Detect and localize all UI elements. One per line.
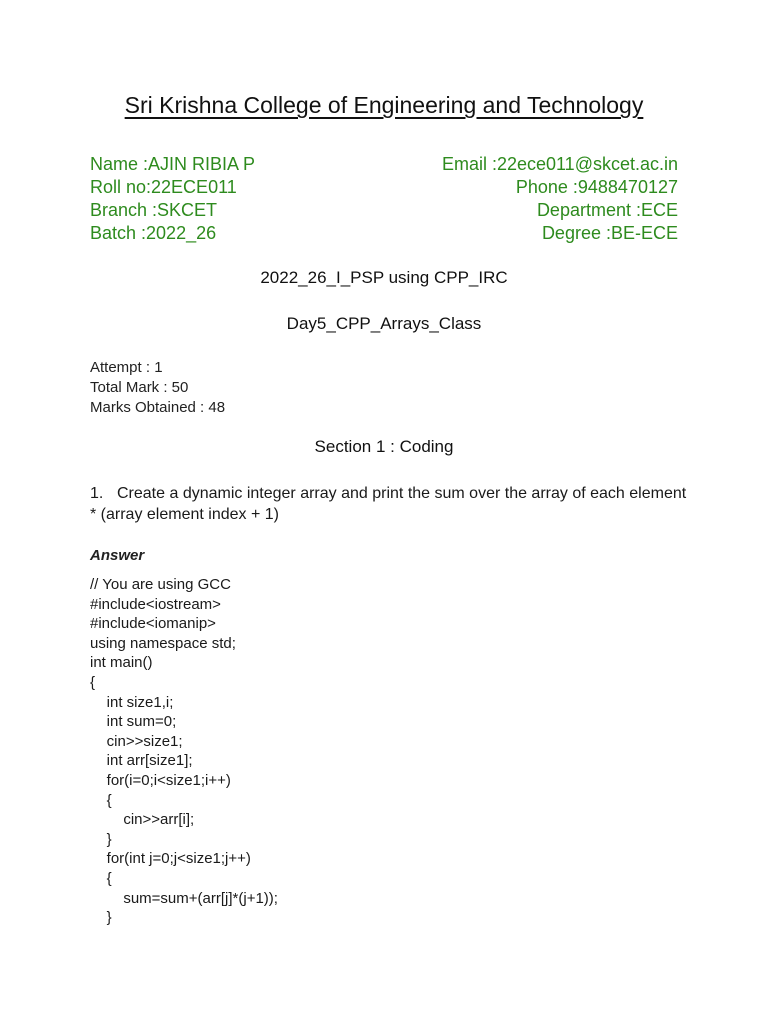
code-line: #include<iostream>: [90, 595, 221, 613]
student-branch: Branch :SKCET: [90, 200, 218, 220]
info-row-3: [90, 199, 678, 222]
code-line: for(int j=0;j<size1;j++): [90, 850, 251, 868]
code-line: cin>>arr[i];: [90, 811, 195, 829]
marks-obtained: Marks Obtained : 48: [90, 399, 226, 416]
code-line: for(i=0;i<size1;i++): [90, 771, 231, 789]
code-line: }: [90, 909, 112, 927]
code-line: int size1,i;: [90, 693, 174, 711]
course-module: Day5_CPP_Arrays_Class: [286, 314, 482, 333]
code-line: #include<iomanip>: [90, 615, 216, 633]
section-title: Section 1 : Coding: [314, 437, 454, 456]
code-line: int arr[size1];: [90, 752, 193, 770]
question-1: [90, 483, 690, 525]
info-row-4: [90, 222, 678, 245]
answer-label: Answer: [90, 547, 145, 564]
info-row-1: [90, 153, 678, 176]
student-info: [90, 153, 678, 245]
student-department: Department :ECE: [536, 200, 678, 220]
code-line: // You are using GCC: [90, 576, 231, 593]
student-degree: Degree :BE-ECE: [541, 223, 678, 243]
attempt-count: Attempt : 1: [90, 359, 163, 376]
result-summary: [90, 358, 225, 418]
student-roll: Roll no:22ECE011: [90, 177, 237, 197]
question-number: 1.: [90, 485, 104, 502]
course-name: 2022_26_I_PSP using CPP_IRC: [260, 268, 508, 287]
student-batch: Batch :2022_26: [90, 223, 217, 243]
student-email: Email :22ece011@skcet.ac.in: [441, 154, 678, 174]
student-phone: Phone :9488470127: [515, 177, 678, 197]
code-line: using namespace std;: [90, 634, 236, 652]
answer-code: [90, 575, 278, 928]
code-line: {: [90, 791, 112, 809]
code-line: cin>>size1;: [90, 732, 183, 750]
institution-title: Sri Krishna College of Engineering and Technology: [124, 92, 644, 118]
code-line: {: [90, 673, 96, 691]
total-mark: Total Mark : 50: [90, 379, 189, 396]
question-text: Create a dynamic integer array and print the sum over the array of each element * (array element index + 1): [90, 485, 687, 523]
info-row-2: [90, 176, 678, 199]
student-name: Name :AJIN RIBIA P: [90, 154, 256, 174]
code-line: sum=sum+(arr[j]*(j+1));: [90, 889, 278, 907]
code-line: int main(): [90, 654, 153, 672]
code-line: {: [90, 869, 112, 887]
code-line: int sum=0;: [90, 713, 177, 731]
code-line: }: [90, 830, 112, 848]
